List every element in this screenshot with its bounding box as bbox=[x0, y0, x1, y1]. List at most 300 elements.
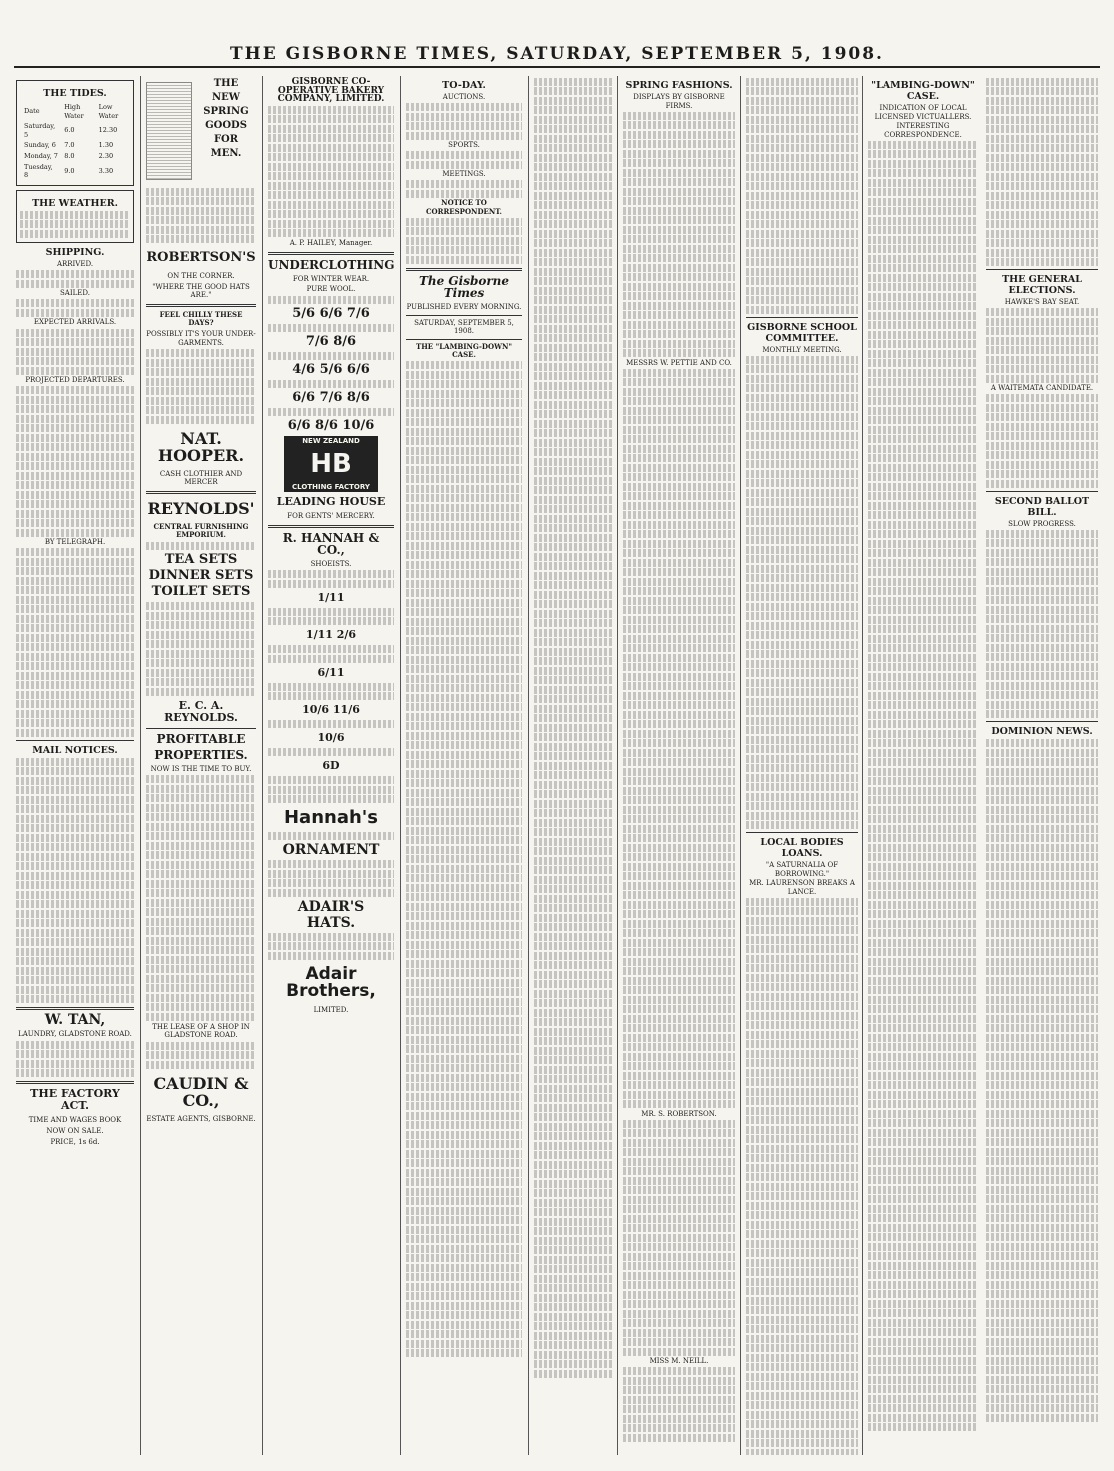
text-line bbox=[746, 1354, 858, 1362]
text-line bbox=[623, 768, 735, 776]
text-line bbox=[623, 711, 735, 719]
text-line bbox=[868, 711, 978, 719]
text-line bbox=[146, 669, 256, 677]
text-line bbox=[868, 882, 978, 890]
text-line bbox=[406, 113, 522, 121]
text-line bbox=[868, 1290, 978, 1298]
text-line bbox=[868, 1119, 978, 1127]
text-line bbox=[868, 1034, 978, 1042]
text-line bbox=[746, 1411, 858, 1419]
text-line bbox=[406, 988, 522, 996]
text-line bbox=[986, 173, 1098, 181]
text-line bbox=[534, 486, 612, 494]
text-line bbox=[986, 1395, 1098, 1403]
text-line bbox=[986, 882, 1098, 890]
text-line bbox=[623, 1139, 735, 1147]
text-line bbox=[534, 781, 612, 789]
text-line bbox=[16, 862, 134, 870]
text-line bbox=[746, 1420, 858, 1428]
bakery-manager: A. P. HAILEY, Manager. bbox=[289, 239, 373, 248]
text-line bbox=[268, 380, 394, 388]
text-line bbox=[623, 1319, 735, 1327]
text-line bbox=[623, 920, 735, 928]
text-line bbox=[534, 895, 612, 903]
text-line bbox=[16, 309, 134, 317]
text-line bbox=[534, 1009, 612, 1017]
text-line bbox=[534, 1256, 612, 1264]
text-line bbox=[746, 612, 858, 620]
text-line bbox=[268, 172, 394, 180]
text-line bbox=[986, 356, 1098, 364]
text-line bbox=[986, 1129, 1098, 1137]
text-line bbox=[146, 804, 256, 812]
text-line bbox=[406, 409, 522, 417]
text-line bbox=[623, 986, 735, 994]
text-line bbox=[534, 1360, 612, 1368]
text-line bbox=[406, 827, 522, 835]
text-line bbox=[146, 994, 256, 1002]
text-line bbox=[986, 1138, 1098, 1146]
text-line bbox=[268, 106, 394, 114]
text-line bbox=[986, 1319, 1098, 1327]
text-line bbox=[534, 809, 612, 817]
spring-ad-line: SPRING bbox=[203, 106, 249, 117]
school-committee-subheading: MONTHLY MEETING. bbox=[762, 345, 842, 354]
text-line bbox=[534, 1265, 612, 1273]
text-line bbox=[406, 1302, 522, 1310]
adair-hats: HATS. bbox=[306, 914, 356, 931]
text-line bbox=[534, 657, 612, 665]
text-line bbox=[16, 815, 134, 823]
text-line bbox=[406, 418, 522, 426]
column-8-left bbox=[868, 76, 978, 1433]
text-line bbox=[16, 510, 134, 518]
text-line bbox=[623, 330, 735, 338]
text-line bbox=[16, 443, 134, 451]
text-line bbox=[746, 116, 858, 124]
hawkes-bay-subheading: HAWKE'S BAY SEAT. bbox=[1004, 298, 1080, 306]
text-line bbox=[406, 504, 522, 512]
column-1 bbox=[16, 76, 134, 1455]
text-line bbox=[746, 441, 858, 449]
text-line bbox=[16, 491, 134, 499]
hannah-name: R. HANNAH & CO., bbox=[282, 530, 380, 557]
text-line bbox=[746, 394, 858, 402]
text-line bbox=[268, 608, 394, 616]
text-line bbox=[534, 296, 612, 304]
text-line bbox=[623, 150, 735, 158]
telegraph-subheading: BY TELEGRAPH. bbox=[44, 538, 106, 547]
text-line bbox=[534, 714, 612, 722]
text-line bbox=[146, 927, 256, 935]
text-line bbox=[406, 1264, 522, 1272]
text-line bbox=[623, 349, 735, 357]
text-line bbox=[623, 1281, 735, 1289]
text-line bbox=[868, 920, 978, 928]
text-line bbox=[406, 665, 522, 673]
text-line bbox=[746, 1325, 858, 1333]
spring-ad-line: FOR bbox=[213, 134, 239, 145]
text-line bbox=[986, 634, 1098, 642]
text-line bbox=[986, 461, 1098, 469]
text-line bbox=[623, 720, 735, 728]
text-line bbox=[868, 1414, 978, 1422]
text-line bbox=[746, 489, 858, 497]
text-line bbox=[868, 359, 978, 367]
text-line bbox=[623, 1148, 735, 1156]
text-line bbox=[746, 1012, 858, 1020]
text-line bbox=[406, 779, 522, 787]
text-line bbox=[16, 558, 134, 566]
text-line bbox=[986, 1081, 1098, 1089]
text-line bbox=[406, 485, 522, 493]
text-line bbox=[868, 160, 978, 168]
text-line bbox=[746, 97, 858, 105]
text-line bbox=[534, 885, 612, 893]
text-line bbox=[746, 1240, 858, 1248]
price-line: 5/6 6/6 7/6 bbox=[292, 306, 370, 322]
text-line bbox=[746, 1335, 858, 1343]
text-line bbox=[534, 239, 612, 247]
text-line bbox=[986, 787, 1098, 795]
text-line bbox=[623, 872, 735, 880]
text-line bbox=[534, 676, 612, 684]
text-line bbox=[623, 758, 735, 766]
text-line bbox=[146, 397, 256, 405]
masthead-title: THE GISBORNE TIMES, SATURDAY, SEPTEMBER 5, 1908. bbox=[230, 44, 884, 64]
text-line bbox=[268, 201, 394, 209]
text-line bbox=[746, 106, 858, 114]
text-line bbox=[623, 254, 735, 262]
table-row bbox=[22, 152, 128, 161]
text-line bbox=[623, 1043, 735, 1051]
text-line bbox=[16, 329, 134, 337]
text-line bbox=[16, 957, 134, 965]
text-line bbox=[746, 287, 858, 295]
text-line bbox=[623, 511, 735, 519]
text-line bbox=[534, 116, 612, 124]
text-line bbox=[406, 703, 522, 711]
text-line bbox=[623, 796, 735, 804]
text-line bbox=[986, 1309, 1098, 1317]
dominion-news-heading: DOMINION NEWS. bbox=[991, 726, 1093, 738]
text-line bbox=[986, 144, 1098, 152]
text-line bbox=[746, 669, 858, 677]
text-line bbox=[623, 1291, 735, 1299]
text-line bbox=[986, 806, 1098, 814]
text-line bbox=[868, 141, 978, 149]
text-line bbox=[146, 359, 256, 367]
text-line bbox=[534, 705, 612, 713]
table-cell: 3.30 bbox=[98, 166, 114, 175]
text-line bbox=[268, 324, 394, 332]
text-line bbox=[868, 844, 978, 852]
text-line bbox=[868, 331, 978, 339]
text-line bbox=[746, 774, 858, 782]
text-line bbox=[986, 480, 1098, 488]
text-line bbox=[868, 663, 978, 671]
text-line bbox=[146, 640, 256, 648]
text-line bbox=[868, 939, 978, 947]
text-line bbox=[868, 929, 978, 937]
text-line bbox=[986, 337, 1098, 345]
logo-bottom-text: CLOTHING FACTORY bbox=[292, 483, 370, 492]
text-line bbox=[534, 610, 612, 618]
text-line bbox=[986, 749, 1098, 757]
hannah-price: 1/11 bbox=[317, 590, 345, 604]
text-line bbox=[406, 180, 522, 188]
text-line bbox=[986, 863, 1098, 871]
text-line bbox=[746, 917, 858, 925]
text-line bbox=[868, 1043, 978, 1051]
text-line bbox=[868, 445, 978, 453]
arrived-subheading: ARRIVED. bbox=[56, 260, 94, 269]
text-line bbox=[868, 293, 978, 301]
text-line bbox=[406, 998, 522, 1006]
text-line bbox=[986, 258, 1098, 266]
text-line bbox=[868, 1300, 978, 1308]
spring-ad-line: NEW bbox=[212, 92, 240, 103]
text-line bbox=[406, 437, 522, 445]
table-row bbox=[22, 141, 128, 150]
text-line bbox=[623, 1100, 735, 1108]
text-line bbox=[986, 1376, 1098, 1384]
text-line bbox=[868, 283, 978, 291]
divider bbox=[16, 1081, 134, 1084]
text-line bbox=[534, 505, 612, 513]
text-line bbox=[746, 660, 858, 668]
text-line bbox=[746, 1297, 858, 1305]
text-line bbox=[986, 1262, 1098, 1270]
text-line bbox=[868, 549, 978, 557]
text-line bbox=[623, 1329, 735, 1337]
text-line bbox=[746, 565, 858, 573]
text-line bbox=[868, 426, 978, 434]
lambing-case-subheading-2: INTERESTING CORRESPONDENCE. bbox=[884, 122, 962, 139]
text-line bbox=[16, 472, 134, 480]
text-line bbox=[623, 1177, 735, 1185]
text-line bbox=[746, 498, 858, 506]
text-line bbox=[406, 722, 522, 730]
text-line bbox=[986, 163, 1098, 171]
column-rule bbox=[862, 76, 863, 1455]
text-line bbox=[146, 889, 256, 897]
text-line bbox=[406, 103, 522, 111]
divider bbox=[406, 339, 522, 340]
text-line bbox=[623, 112, 735, 120]
text-line bbox=[623, 568, 735, 576]
text-line bbox=[746, 268, 858, 276]
text-line bbox=[986, 116, 1098, 124]
text-line bbox=[868, 1100, 978, 1108]
table-cell: 1.30 bbox=[98, 141, 114, 150]
text-line bbox=[868, 682, 978, 690]
text-line bbox=[868, 1395, 978, 1403]
text-line bbox=[746, 945, 858, 953]
divider bbox=[746, 832, 858, 833]
text-line bbox=[986, 625, 1098, 633]
text-line bbox=[534, 553, 612, 561]
text-line bbox=[16, 900, 134, 908]
text-line bbox=[986, 996, 1098, 1004]
text-line bbox=[146, 851, 256, 859]
divider bbox=[986, 721, 1098, 722]
text-line bbox=[268, 220, 394, 228]
text-line bbox=[986, 825, 1098, 833]
text-line bbox=[534, 306, 612, 314]
text-line bbox=[746, 154, 858, 162]
text-line bbox=[534, 1284, 612, 1292]
text-line bbox=[406, 1074, 522, 1082]
text-line bbox=[534, 220, 612, 228]
text-line bbox=[746, 584, 858, 592]
text-line bbox=[16, 729, 134, 737]
text-line bbox=[868, 597, 978, 605]
text-line bbox=[623, 692, 735, 700]
text-line bbox=[534, 277, 612, 285]
text-line bbox=[623, 1196, 735, 1204]
text-line bbox=[746, 603, 858, 611]
text-line bbox=[16, 624, 134, 632]
text-line bbox=[623, 1434, 735, 1442]
text-line bbox=[623, 169, 735, 177]
text-line bbox=[986, 920, 1098, 928]
text-line bbox=[534, 543, 612, 551]
divider bbox=[406, 268, 522, 271]
text-line bbox=[746, 898, 858, 906]
text-line bbox=[406, 713, 522, 721]
text-line bbox=[268, 860, 394, 868]
text-line bbox=[868, 188, 978, 196]
text-line bbox=[16, 1069, 134, 1077]
text-line bbox=[16, 824, 134, 832]
factory-act-title: THE FACTORY ACT. bbox=[30, 1087, 120, 1113]
text-line bbox=[16, 986, 134, 994]
text-line bbox=[146, 832, 256, 840]
text-line bbox=[986, 1119, 1098, 1127]
text-line bbox=[534, 733, 612, 741]
text-line bbox=[868, 948, 978, 956]
text-line bbox=[623, 606, 735, 614]
text-line bbox=[623, 1205, 735, 1213]
text-line bbox=[986, 1005, 1098, 1013]
text-line bbox=[534, 667, 612, 675]
text-line bbox=[623, 378, 735, 386]
text-line bbox=[16, 567, 134, 575]
text-line bbox=[868, 1281, 978, 1289]
text-line bbox=[986, 587, 1098, 595]
text-line bbox=[406, 1245, 522, 1253]
text-line bbox=[623, 891, 735, 899]
text-line bbox=[623, 834, 735, 842]
text-line bbox=[746, 201, 858, 209]
text-line bbox=[868, 834, 978, 842]
text-line bbox=[268, 942, 394, 950]
text-line bbox=[16, 453, 134, 461]
text-line bbox=[406, 893, 522, 901]
text-line bbox=[986, 701, 1098, 709]
text-line bbox=[746, 1373, 858, 1381]
text-line bbox=[146, 965, 256, 973]
text-line bbox=[534, 439, 612, 447]
text-line bbox=[268, 795, 394, 803]
text-line bbox=[534, 1227, 612, 1235]
text-line bbox=[16, 386, 134, 394]
text-line bbox=[623, 435, 735, 443]
text-line bbox=[623, 530, 735, 538]
text-line bbox=[534, 1161, 612, 1169]
text-line bbox=[868, 454, 978, 462]
text-line bbox=[146, 1051, 256, 1059]
table-header: High Water bbox=[64, 103, 84, 120]
text-line bbox=[534, 173, 612, 181]
text-line bbox=[146, 188, 256, 196]
text-line bbox=[868, 302, 978, 310]
text-line bbox=[534, 819, 612, 827]
text-line bbox=[986, 78, 1098, 86]
shipping-heading: SHIPPING. bbox=[45, 247, 105, 259]
text-line bbox=[146, 1013, 256, 1021]
text-line bbox=[986, 1176, 1098, 1184]
text-line bbox=[406, 1197, 522, 1205]
text-line bbox=[623, 882, 735, 890]
text-line bbox=[268, 692, 394, 700]
text-line bbox=[868, 815, 978, 823]
text-line bbox=[623, 178, 735, 186]
text-line bbox=[623, 625, 735, 633]
text-line bbox=[534, 401, 612, 409]
text-line bbox=[746, 239, 858, 247]
text-line bbox=[623, 273, 735, 281]
text-line bbox=[746, 926, 858, 934]
text-line bbox=[868, 236, 978, 244]
dateline: SATURDAY, SEPTEMBER 5, 1908. bbox=[414, 318, 514, 336]
text-line bbox=[746, 432, 858, 440]
text-line bbox=[623, 673, 735, 681]
column-7 bbox=[746, 76, 858, 1455]
leading-house-subtitle: FOR GENTS' MERCERY. bbox=[287, 512, 375, 521]
text-line bbox=[268, 832, 394, 840]
text-line bbox=[868, 1081, 978, 1089]
text-line bbox=[406, 627, 522, 635]
text-line bbox=[534, 268, 612, 276]
text-line bbox=[406, 570, 522, 578]
text-line bbox=[746, 1230, 858, 1238]
text-line bbox=[406, 1083, 522, 1091]
local-bodies-subheading: "A SATURNALIA OF BORROWING." bbox=[765, 861, 839, 878]
text-line bbox=[623, 597, 735, 605]
text-line bbox=[534, 182, 612, 190]
text-line bbox=[623, 216, 735, 224]
text-line bbox=[746, 306, 858, 314]
text-line bbox=[746, 1107, 858, 1115]
text-line bbox=[146, 207, 256, 215]
text-line bbox=[623, 996, 735, 1004]
text-line bbox=[746, 375, 858, 383]
column-8 bbox=[868, 76, 1098, 1455]
text-line bbox=[868, 910, 978, 918]
text-line bbox=[746, 726, 858, 734]
text-line bbox=[534, 1237, 612, 1245]
text-line bbox=[406, 789, 522, 797]
text-line bbox=[623, 407, 735, 415]
text-line bbox=[534, 1294, 612, 1302]
text-line bbox=[623, 1005, 735, 1013]
text-line bbox=[746, 1382, 858, 1390]
text-line bbox=[986, 1186, 1098, 1194]
text-line bbox=[868, 606, 978, 614]
text-line bbox=[406, 1169, 522, 1177]
